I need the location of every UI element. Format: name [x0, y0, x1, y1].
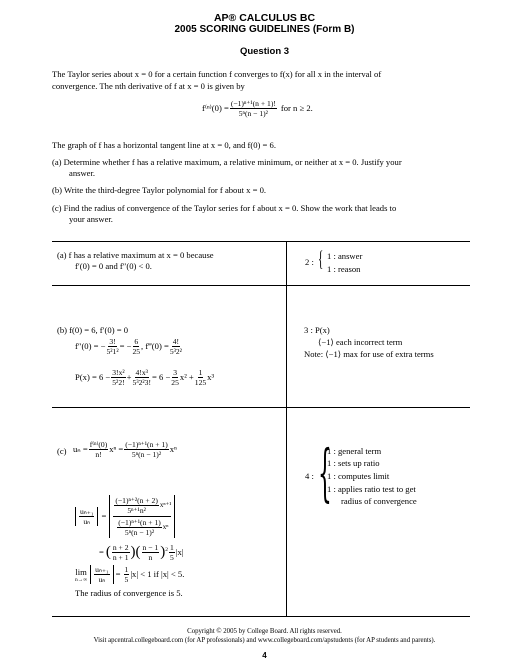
f3-lhs: , f‴(0) = — [141, 341, 169, 351]
paren-close-1: ) — [130, 544, 136, 560]
big-num-b: 5ⁿ⁺¹n² — [127, 506, 146, 515]
conclusion: The radius of convergence is 5. — [75, 588, 183, 598]
big-ratio-bottom — [116, 517, 168, 537]
big-ratio-abs — [109, 495, 175, 538]
solution-b-derivatives — [75, 337, 183, 356]
divider-b-vertical — [286, 285, 287, 407]
p-x3: x³ — [207, 372, 215, 382]
simp-f3-den: 5 — [169, 553, 174, 562]
solution-a-points: 2 : — [305, 257, 314, 267]
p-term-3 — [171, 368, 179, 387]
square-exponent: 2 — [165, 547, 168, 553]
question-title: Question 3 — [239, 46, 290, 57]
lim-fifth-num: 1 — [124, 565, 129, 574]
lim-subscript: n→∞ — [75, 576, 88, 583]
solution-c-brace: { — [318, 436, 332, 509]
divider-a-vertical — [286, 241, 287, 285]
simp-f1-den: n + 1 — [112, 553, 129, 562]
un-numerator-2: (−1)ⁿ⁺¹(n + 1) — [125, 440, 168, 449]
p-plus: + — [126, 372, 132, 382]
exam-title: AP® CALCULUS BC — [213, 12, 316, 24]
exam-subtitle: 2005 SCORING GUIDELINES (Form B) — [174, 24, 355, 35]
simp-equals: = — [99, 547, 104, 557]
part-a-question-cont: answer. — [69, 168, 96, 178]
footer-copyright: Copyright © 2005 by College Board. All rights reserved. — [187, 628, 342, 635]
solution-a-line-2: f′(0) = 0 and f″(0) < 0. — [75, 261, 152, 271]
nth-derivative-formula — [202, 99, 313, 118]
rubric-b-note: Note: ⟨−1⟩ max for use of extra terms — [304, 349, 434, 359]
divider-a — [52, 285, 470, 286]
f2-denominator: 5²1² — [106, 347, 119, 356]
un-fraction-2 — [124, 440, 169, 459]
paren-close-2: ) — [160, 544, 166, 560]
intro-line-3: The graph of f has a horizontal tangent line at x = 0, and f(0) = 6. — [52, 140, 276, 150]
f3-denominator: 5³2² — [169, 347, 182, 356]
paren-open-1: ( — [105, 544, 111, 560]
p-term-3-num: 3 — [173, 368, 177, 377]
general-term — [73, 440, 177, 459]
p-term-2 — [133, 368, 151, 387]
page-number: 4 — [262, 651, 267, 660]
un-fraction — [89, 440, 109, 459]
f2-fraction-simplified — [132, 337, 140, 356]
big-den-fraction — [117, 518, 162, 537]
p-term-1 — [111, 368, 125, 387]
taylor-polynomial — [75, 368, 214, 387]
footer-visit: Visit apcentral.collegeboard.com (for AP professionals) and www.collegeboard.com/apstudents (for AP students and parents). — [93, 637, 436, 644]
formula-numerator: (−1)ⁿ⁺¹(n + 1)! — [230, 99, 276, 108]
p-term-4-num: 1 — [198, 368, 203, 377]
divider-c-vertical — [286, 407, 287, 616]
ratio-equals: = — [101, 511, 107, 521]
big-num-x: xⁿ⁺¹ — [159, 501, 172, 509]
big-den-a: (−1)ⁿ⁺¹(n + 1) — [118, 518, 161, 527]
intro-line-1: The Taylor series about x = 0 for a certain function f converges to f(x) for all x in the interval of — [52, 69, 382, 79]
simp-frac-1 — [112, 543, 130, 562]
p-term-4-den: 125 — [194, 378, 207, 387]
p-term-1-num: 3!x² — [112, 368, 125, 377]
divider-bottom — [52, 616, 470, 617]
ratio-fraction — [79, 507, 94, 526]
ratio-abs — [75, 507, 98, 526]
f2-simplified-numerator: 6 — [134, 337, 139, 346]
rubric-a-reason: 1 : reason — [327, 264, 361, 274]
un-numerator: f⁽ⁿ⁾(0) — [89, 440, 108, 449]
simp-f3-num: 1 — [169, 543, 174, 552]
simp-f1-num: n + 2 — [112, 543, 129, 552]
big-den-x: xⁿ — [162, 523, 169, 531]
rubric-c-computes-limit: 1 : computes limit — [327, 471, 390, 481]
rubric-c-sets-up-ratio: 1 : sets up ratio — [327, 458, 380, 468]
solution-c-label: (c) — [57, 446, 67, 456]
f3-fraction — [170, 337, 182, 356]
ratio-denominator: uₙ — [83, 517, 91, 526]
intro-line-2: convergence. The nth derivative of f at x = 0 is given by — [52, 81, 245, 91]
p-lhs: P(x) = 6 − — [75, 372, 111, 382]
f2-simplified-denominator: 25 — [132, 347, 141, 356]
lim-abs — [90, 565, 113, 584]
rubric-a-answer: 1 : answer — [327, 251, 363, 261]
lim-text: lim — [75, 566, 87, 577]
p-term-2-num: 4!x³ — [135, 368, 148, 377]
ratio-numerator: uₙ₊₁ — [80, 507, 94, 516]
f3-numerator: 4! — [172, 337, 180, 346]
f2-lhs: f″(0) = − — [75, 341, 106, 351]
f2-fraction — [106, 337, 118, 356]
lim-operator — [75, 567, 87, 583]
lim-ratio-num: uₙ₊₁ — [95, 565, 109, 574]
solution-a-line-1: (a) f has a relative maximum at x = 0 because — [57, 250, 214, 260]
un-denominator-2: 5ⁿ(n − 1)² — [131, 450, 162, 459]
solution-a-brace: { — [318, 246, 324, 271]
formula-lhs: f⁽ⁿ⁾(0) = — [202, 103, 229, 113]
paren-open-2: ( — [135, 544, 141, 560]
lim-ratio — [94, 565, 109, 584]
rubric-c-radius: radius of convergence — [341, 496, 417, 506]
part-c-question: (c) Find the radius of convergence of the Taylor series for f about x = 0. Show the work that leads to — [52, 203, 397, 213]
lim-equals: = — [115, 569, 121, 579]
divider-b — [52, 407, 470, 408]
simp-f2-den: n — [148, 553, 153, 562]
lim-ratio-den: uₙ — [98, 575, 106, 584]
simp-f2-num: n − 1 — [142, 543, 159, 552]
divider-top — [52, 241, 470, 242]
big-ratio-top — [113, 496, 171, 517]
p-term-3-den: 25 — [171, 378, 179, 387]
rubric-b-incorrect-term: ⟨−1⟩ each incorrect term — [318, 337, 403, 347]
solution-c-points: 4 : — [305, 471, 314, 481]
part-a-question: (a) Determine whether f has a relative maximum, a relative minimum, or neither at x = 0. Justify your — [52, 157, 402, 167]
un-mid: xⁿ = — [109, 444, 124, 454]
rubric-c-applies-ratio-test: 1 : applies ratio test to get — [327, 484, 416, 494]
f2-equals: = − — [119, 341, 132, 351]
ratio-setup — [75, 495, 175, 538]
simp-frac-2 — [142, 543, 160, 562]
un-denominator: n! — [95, 450, 102, 459]
lim-fifth-den: 5 — [124, 575, 129, 584]
un-lhs: uₙ = — [73, 444, 88, 454]
big-num-fraction — [114, 496, 159, 515]
p-equals: = 6 − — [152, 372, 171, 382]
formula-condition: for n ≥ 2. — [280, 103, 313, 113]
solution-b-line-1: (b) f(0) = 6, f′(0) = 0 — [57, 325, 128, 335]
simp-abs-x: |x| — [175, 547, 184, 557]
formula-denominator: 5ⁿ(n − 1)² — [238, 109, 268, 118]
lim-fifth — [124, 565, 130, 584]
solution-b-points: 3 : P(x) — [304, 325, 330, 335]
formula-fraction — [230, 99, 277, 118]
p-term-4 — [195, 368, 206, 387]
lim-rhs: |x| < 1 if |x| < 5. — [130, 569, 185, 579]
f2-numerator: 3! — [109, 337, 116, 346]
un-end: xⁿ — [169, 444, 177, 454]
limit-expression — [75, 565, 184, 584]
big-den-b: 5ⁿ(n − 1)² — [124, 528, 155, 537]
part-c-question-cont: your answer. — [69, 214, 113, 224]
p-term-1-den: 5²2! — [112, 378, 125, 387]
ratio-simplified — [99, 543, 184, 562]
p-term-2-den: 5³2²3! — [132, 378, 151, 387]
big-num-a: (−1)ⁿ⁺²(n + 2) — [115, 496, 158, 505]
rubric-c-general-term: 1 : general term — [327, 446, 382, 456]
p-x2: x² + — [179, 372, 194, 382]
part-b-question: (b) Write the third-degree Taylor polynomial for f about x = 0. — [52, 185, 267, 195]
simp-frac-3 — [169, 543, 175, 562]
